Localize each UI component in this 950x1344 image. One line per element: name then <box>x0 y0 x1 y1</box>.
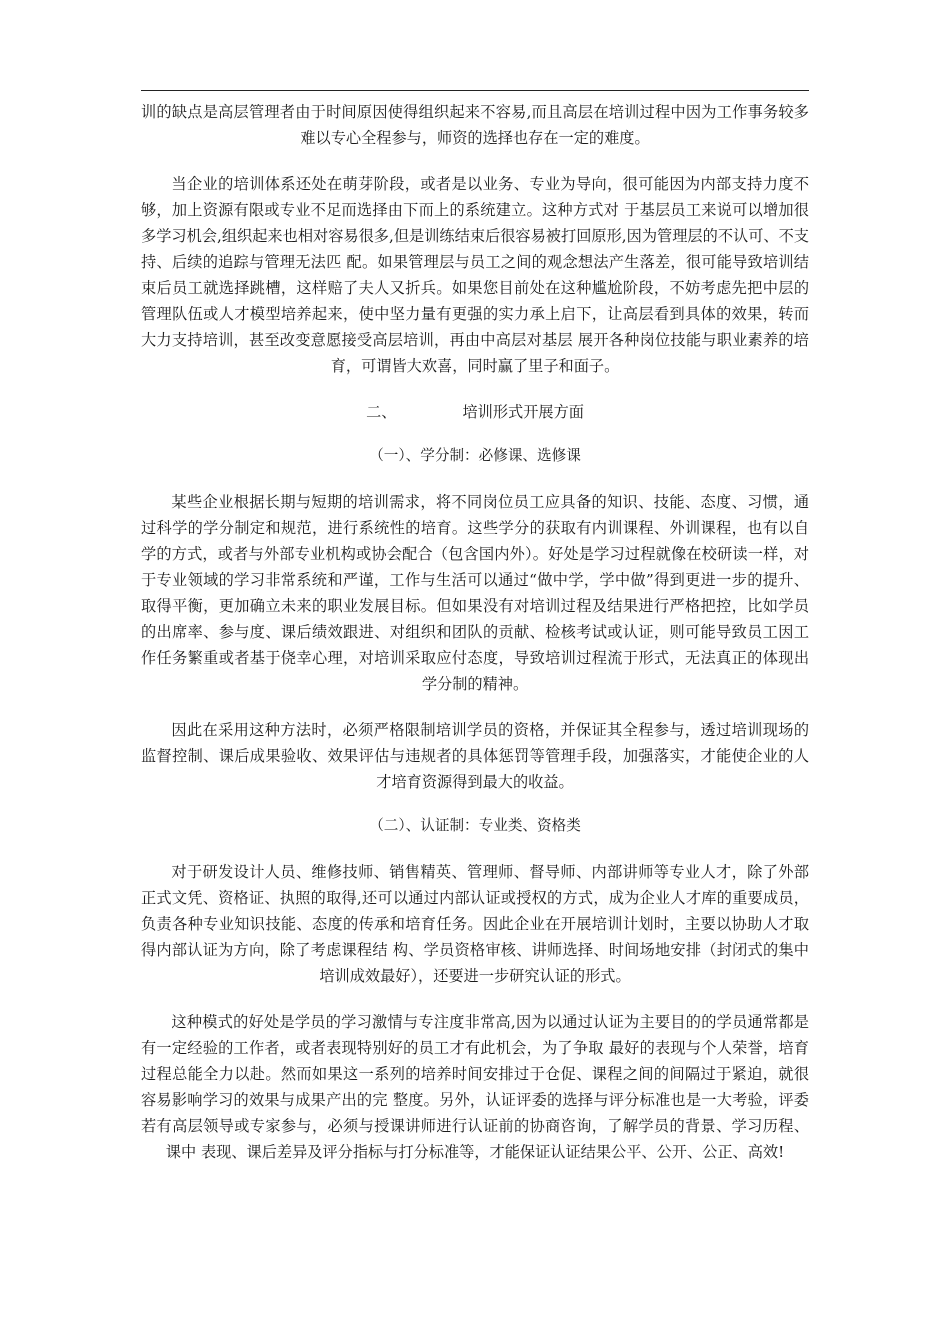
paragraph-continued: 训的缺点是高层管理者由于时间原因使得组织起来不容易,而且高层在培训过程中因为工作事务较多难以专心全程参与，师资的选择也存在一定的难度。 <box>141 103 809 147</box>
section-title: 培训形式开展方面 <box>462 403 584 421</box>
document-body <box>141 99 809 1165</box>
section-heading <box>141 399 809 425</box>
paragraph-credit-system-control: 因此在采用这种方法时，必须严格限制培训学员的资格，并保证其全程参与，透过培训现场的监督控制、课后成果验收、效果评估与违规者的具体惩罚等管理手段，加强落实，才能使企业的人才培育资源得到最大的收益。 <box>141 721 809 791</box>
paragraph-certification-system: 对于研发设计人员、维修技师、销售精英、管理师、督导师、内部讲师等专业人才，除了外部正式文凭、资格证、执照的取得,还可以通过内部认证或授权的方式，成为企业人才库的重要成员，负责各种专业知识技能、态度的传承和培育任务。因此企业在开展培训计划时，主要以协助人才取得内部认证为方向，除了考虑课程结 构、学员资格审核、讲师选择、时间场地安排（封闭式的集中培训成效最好），还要进一步研究认证的形式。 <box>141 863 809 985</box>
top-divider <box>141 90 809 91</box>
paragraph-credit-system: 某些企业根据长期与短期的培训需求，将不同岗位员工应具备的知识、技能、态度、习惯，通过科学的学分制定和规范，进行系统性的培育。这些学分的获取有内训课程、外训课程，也有以自学的方式，或者与外部专业机构或协会配合（包含国内外）。好处是学习过程就像在校研读一样，对于专业领域的学习非常系统和严谨，工作与生活可以通过“做中学，学中做”得到更进一步的提升、取得平衡，更加确立未来的职业发展目标。但如果没有对培训过程及结果进行严格把控，比如学员的出席率、参与度、课后绩效跟进、对组织和团队的贡献、检核考试或认证，则可能导致员工因工作任务繁重或者基于侥幸心理，对培训采取应付态度，导致培训过程流于形式，无法真正的体现出学分制的精神。 <box>141 493 809 693</box>
subheading-certification-system: （二）、认证制：专业类、资格类 <box>369 817 581 834</box>
paragraph-certification-benefits: 这种模式的好处是学员的学习激情与专注度非常高,因为以通过认证为主要目的的学员通常都是有一定经验的工作者，或者表现特别好的员工才有此机会，为了争取 最好的表现与个人荣誉，培育过程总能全力以赴。然而如果这一系列的培养时间安排过于仓促、课程之间的间隔过于紧迫，就很容易影响学习的效果与成果产出的完 整度。另外，认证评委的选择与评分标准也是一大考验，评委若有高层领导或专家参与，必须与授课讲师进行认证前的协商咨询，了解学员的背景、学习历程、课中 表现、课后差异及评分指标与打分标准等，才能保证认证结果公平、公开、公正、高效! <box>141 1013 809 1161</box>
subheading-credit-system: （一）、学分制：必修课、选修课 <box>369 447 581 464</box>
section-number: 二、 <box>366 403 397 421</box>
paragraph-bottom-up-training: 当企业的培训体系还处在萌芽阶段，或者是以业务、专业为导向，很可能因为内部支持力度不够，加上资源有限或专业不足而选择由下而上的系统建立。这种方式对 于基层员工来说可以增加很多学习机会,组织起来也相对容易很多,但是训练结束后很容易被打回原形,因为管理层的不认可、不支持、后续的追踪与管理无法匹 配。如果管理层与员工之间的观念想法产生落差，很可能导致培训结束后员工就选择跳槽，这样赔了夫人又折兵。如果您目前处在这种尴尬阶段，不妨考虑先把中层的管理队伍或人才模型培养起来，使中坚力量有更强的实力承上启下，让高层看到具体的效果，转而大力支持培训，甚至改变意愿接受高层培训，再由中高层对基层 展开各种岗位技能与职业素养的培育，可谓皆大欢喜，同时赢了里子和面子。 <box>141 175 809 375</box>
